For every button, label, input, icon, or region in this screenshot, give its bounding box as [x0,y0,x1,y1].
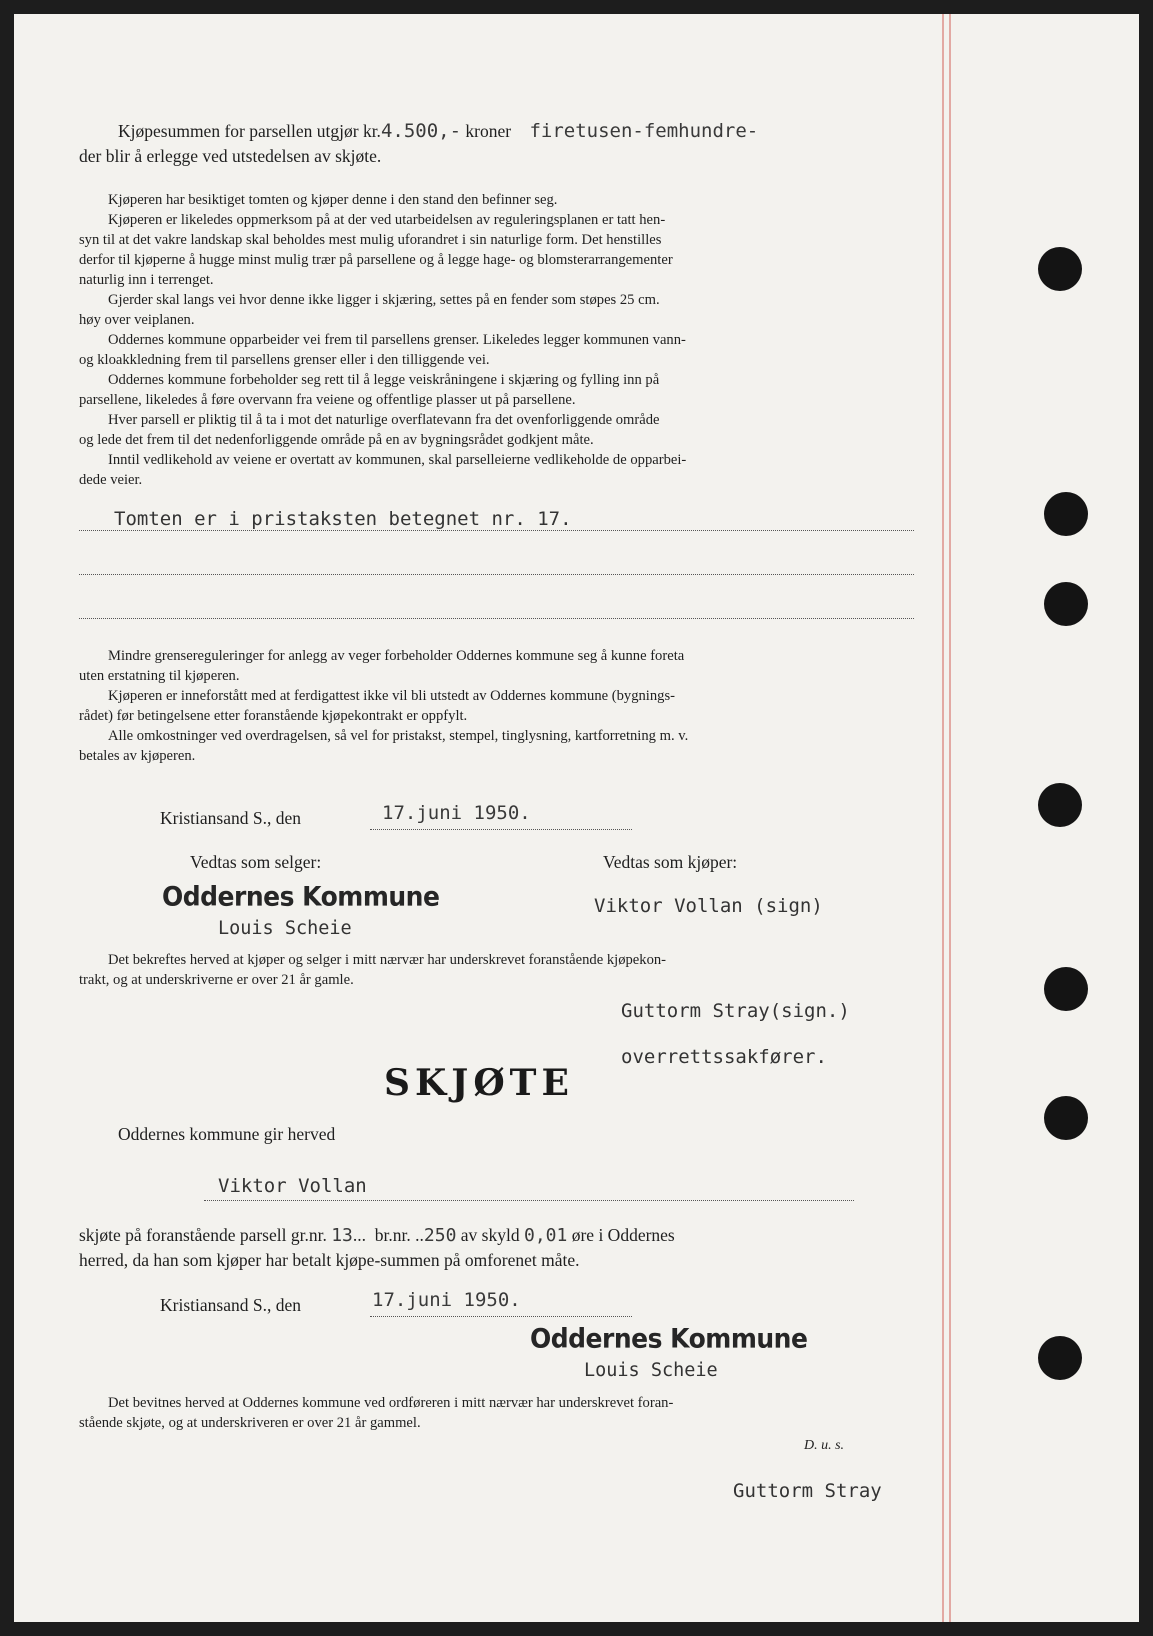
margin-line [949,14,951,1622]
buyer-label: Vedtas som kjøper: [603,852,738,872]
seller-stamp: Oddernes Kommune [162,881,440,912]
witness1-line: Det bekreftes herved at kjøper og selger i mitt nærvær har underskrevet foranstående kjøpekon- [108,952,667,968]
signing-date-1: 17.juni 1950. [382,802,531,824]
witness1-signature: Guttorm Stray(sign.) [621,1000,850,1022]
witness2-line: Det bevitnes herved at Oddernes kommune ved ordføreren i mitt nærvær har underskrevet foran- [108,1395,674,1411]
signing-date-2: 17.juni 1950. [372,1289,521,1311]
terms-line: naturlig inn i terrenget. [79,272,214,288]
terms-line: Hver parsell er pliktig til å ta i mot det naturlige overflatevann fra det ovenforliggende område [108,412,660,428]
parcel-skyld-label: av skyld [460,1225,520,1245]
punch-hole [1044,967,1088,1011]
punch-hole [1038,247,1082,291]
parcel-text: skjøte på foranstående parsell gr.nr. [79,1225,327,1245]
mayor-signature: Louis Scheie [584,1360,718,1381]
terms-line: syn til at det vakre landskap skal beholdes mest mulig uforandret i sin naturlige form. Det henstilles [79,232,662,248]
deed-line-b: herred, da han som kjøper har betalt kjøpe-summen på omforenet måte. [79,1250,580,1270]
purchase-price-line [118,120,758,142]
witness2-line: stående skjøte, og at underskriveren er over 21 år gammel. [79,1415,421,1431]
conditions-line: uten erstatning til kjøperen. [79,668,240,684]
price-amount-words: firetusen-femhundre- [529,120,759,142]
signing-place-2: Kristiansand S., den [160,1295,301,1315]
terms-line: Kjøperen har besiktiget tomten og kjøper denne i den stand den befinner seg. [108,192,558,208]
parcel-skyld: 0,01 [523,1225,568,1246]
price-line-2: der blir å erlegge ved utstedelsen av skjøte. [79,146,382,166]
terms-line: Kjøperen er likeledes oppmerksom på at der ved utarbeidelsen av reguleringsplanen er tatt hen- [108,212,666,228]
dotted-line [79,618,914,619]
terms-line: dede veier. [79,472,143,488]
signing-place-1: Kristiansand S., den [160,808,301,828]
parcel-text-end: øre i Oddernes [571,1225,675,1245]
witness2-signature: Guttorm Stray [733,1480,882,1502]
price-prefix: Kjøpesummen for parsellen utgjør kr. [118,121,381,141]
deed-parcel-line: skjøte på foranstående parsell gr.nr. 13... br.nr. ..250 av skyld 0,01 øre i Oddernes [79,1225,675,1246]
punch-hole [1038,783,1082,827]
conditions-line: betales av kjøperen. [79,748,196,764]
parcel-bnr: 250 [423,1225,457,1246]
terms-line: Gjerder skal langs vei hvor denne ikke ligger i skjæring, settes på en fender som støpes 25 cm. [108,292,660,308]
typed-note: Tomten er i pristaksten betegnet nr. 17. [114,508,572,530]
margin-line [942,14,944,1622]
document-page [14,14,1139,1622]
price-amount: 4.500,- [380,120,462,142]
dotted-line [204,1200,854,1201]
terms-line: høy over veiplanen. [79,312,195,328]
punch-hole [1038,1336,1082,1380]
dus-mark: D. u. s. [804,1438,845,1453]
conditions-line: Kjøperen er inneforstått med at ferdigattest ikke vil bli utstedt av Oddernes kommune (bygnings- [108,688,675,704]
terms-line: Oddernes kommune opparbeider vei frem til parsellens grenser. Likeledes legger kommunen vann- [108,332,686,348]
conditions-line: Alle omkostninger ved overdragelsen, så vel for pristakst, stempel, tinglysning, kartforretning m. v. [108,728,689,744]
terms-line: parsellene, likeledes å føre overvann fra veiene og offentlige plasser ut på parsellene. [79,392,576,408]
witness1-title: overrettssakfører. [621,1046,827,1068]
seller-label: Vedtas som selger: [190,852,322,872]
punch-hole [1044,492,1088,536]
deed-grantee: Viktor Vollan [218,1175,367,1197]
terms-line: Oddernes kommune forbeholder seg rett til å legge veiskråningene i skjæring og fylling inn på [108,372,660,388]
dotted-line [370,829,632,830]
deed-title: SKJØTE [384,1062,574,1104]
conditions-line: Mindre grensereguleringer for anlegg av veger forbeholder Oddernes kommune seg å kunne foreta [108,648,685,664]
punch-hole [1044,582,1088,626]
terms-line: og lede det frem til det nedenforliggende område på en av bygningsrådet godkjent måte. [79,432,594,448]
dotted-line [79,530,914,531]
municipality-stamp: Oddernes Kommune [530,1323,808,1354]
parcel-bnr-label: br.nr. [374,1225,411,1245]
terms-line: derfor til kjøperne å hugge minst mulig trær på parsellene og å legge hage- og blomsterarrangementer [79,252,673,268]
parcel-gnr: 13 [331,1225,353,1246]
dotted-line [79,574,914,575]
terms-line: og kloakkledning frem til parsellens grenser eller i den tilliggende vei. [79,352,490,368]
terms-line: Inntil vedlikehold av veiene er overtatt av kommunen, skal parselleierne vedlikeholde de opparbei- [108,452,687,468]
witness1-line: trakt, og at underskriverne er over 21 år gamle. [79,972,354,988]
conditions-line: rådet) før betingelsene etter foranstående kjøpekontrakt er oppfylt. [79,708,468,724]
buyer-signature: Viktor Vollan (sign) [594,895,823,917]
deed-grant-line: Oddernes kommune gir herved [118,1124,336,1144]
dotted-line [370,1316,632,1317]
punch-hole [1044,1096,1088,1140]
seller-signature: Louis Scheie [218,918,352,939]
kroner-label: kroner [465,121,512,141]
